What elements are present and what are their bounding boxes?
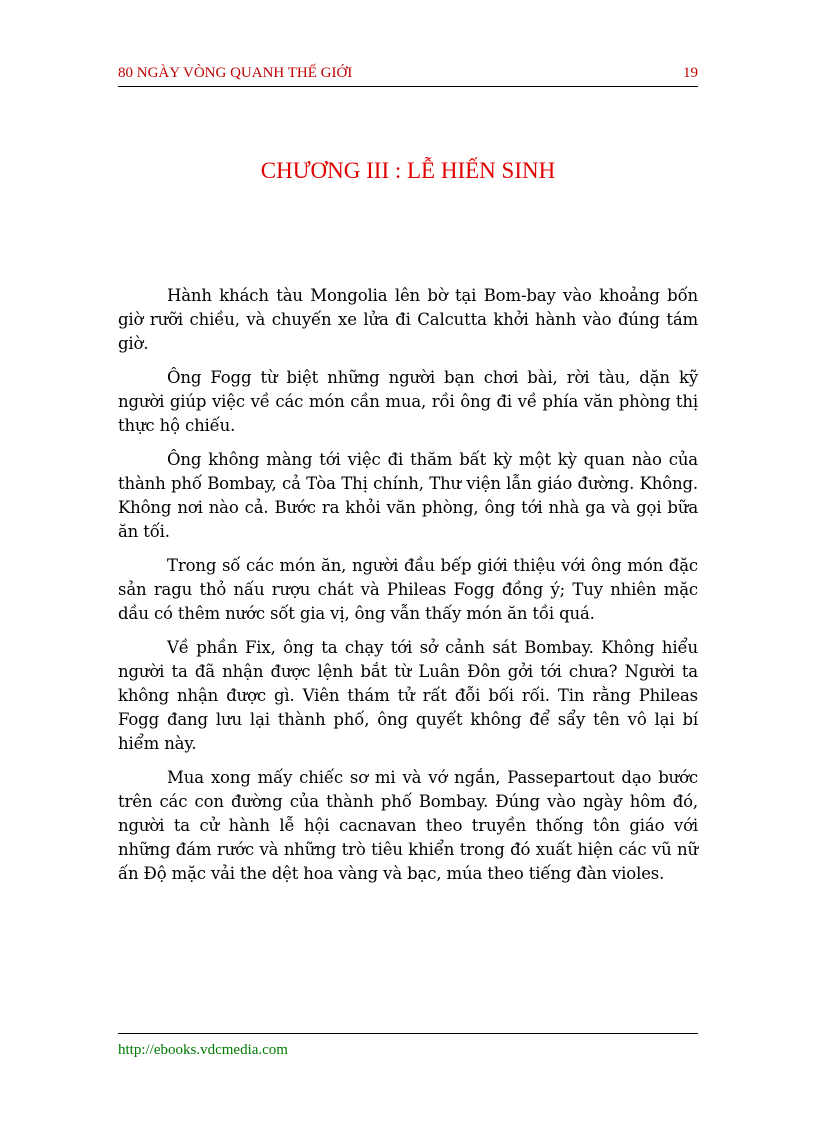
footer-link[interactable]: http://ebooks.vdcmedia.com [118,1042,288,1058]
paragraph: Trong số các món ăn, người đầu bếp giới thiệu với ông món đặc sản ragu thỏ nấu rượu chát và Phileas Fogg đồng ý; Tuy nhiên mặc dầu có thêm nước sốt gia vị, ông vẫn thấy món ăn tồi quá. [118,556,698,623]
paragraph: Về phần Fix, ông ta chạy tới sở cảnh sát Bombay. Không hiểu người ta đã nhận được lệnh bắt từ Luân Đôn gởi tới chưa? Người ta không nhận được gì. Viên thám tử rất đỗi bối rối. Tin rằng Phileas Fogg đang lưu lại thành phố, ông quyết không để sẩy tên vô lại bí hiểm này. [118,638,698,753]
page-number: 19 [683,65,698,81]
chapter-title: CHƯƠNG III : LỄ HIẾN SINH [260,158,556,183]
book-title: 80 NGÀY VÒNG QUANH THẾ GIỚI [118,65,353,81]
chapter-body [118,284,698,896]
paragraph: Ông Fogg từ biệt những người bạn chơi bài, rời tàu, dặn kỹ người giúp việc về các món cần mua, rồi ông đi về phía văn phòng thị thực hộ chiếu. [118,368,698,435]
paragraph: Mua xong mấy chiếc sơ mi và vớ ngắn, Passepartout dạo bước trên các con đường của thành phố Bombay. Đúng vào ngày hôm đó, người ta cử hành lễ hội cacnavan theo truyền thống tôn giáo với những đám rước và những trò tiêu khiển trong đó xuất hiện các vũ nữ ấn Độ mặc vải the dệt hoa vàng và bạc, múa theo tiếng đàn violes. [118,768,698,883]
footer-divider [118,1033,698,1034]
paragraph: Ông không màng tới việc đi thăm bất kỳ một kỳ quan nào của thành phố Bombay, cả Tòa Thị chính, Thư viện lẫn giáo đường. Không. Không nơi nào cả. Bước ra khỏi văn phòng, ông tới nhà ga và gọi bữa ăn tối. [118,450,698,541]
running-header [118,62,698,87]
paragraph: Hành khách tàu Mongolia lên bờ tại Bom-bay vào khoảng bốn giờ rưỡi chiều, và chuyến xe lửa đi Calcutta khởi hành vào đúng tám giờ. [118,286,698,353]
